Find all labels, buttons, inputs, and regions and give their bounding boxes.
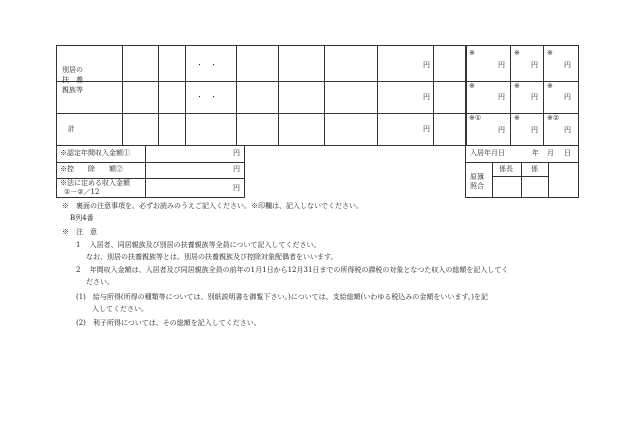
month-label: 月 <box>547 149 554 157</box>
col-divider <box>324 45 325 146</box>
summary-col-divider <box>145 145 146 198</box>
asterisk-mark: ※ <box>547 82 553 90</box>
mark-1: ※① <box>469 114 482 122</box>
total-label: 計 <box>68 125 75 133</box>
legal-income-label-1: ※法に定める収入金額 <box>60 179 130 187</box>
col-divider <box>236 45 237 146</box>
asterisk-mark: ※ <box>514 114 520 122</box>
dependents-label-3: 親族等 <box>62 86 83 94</box>
col-divider <box>122 45 123 146</box>
asterisk-mark: ※ <box>469 82 475 90</box>
yen-unit: 円 <box>564 93 571 101</box>
col-divider <box>185 45 186 146</box>
ledger-label-1: 原簿 <box>470 173 484 181</box>
row-divider <box>56 113 579 114</box>
move-in-date-label: 入居年月日 <box>470 149 505 157</box>
col-divider <box>543 45 544 146</box>
deduction-label: ※控 除 額② <box>60 165 123 173</box>
yen-unit: 円 <box>233 149 240 157</box>
asterisk-mark: ※ <box>514 82 520 90</box>
note-item-1: 1 入居者、同居親族及び別居の扶養親族等全員について記入してください。 <box>76 241 321 249</box>
day-label: 日 <box>564 149 571 157</box>
yen-unit: 円 <box>498 61 505 69</box>
dependents-label-1: 別居の <box>62 66 83 74</box>
yen-unit: 円 <box>531 93 538 101</box>
row-divider <box>56 81 579 82</box>
mark-2: ※② <box>547 114 560 122</box>
asterisk-mark: ※ <box>469 49 475 57</box>
birthdate-dots-1: ・ ・ <box>196 61 217 69</box>
yen-unit-3: 円 <box>423 125 430 133</box>
office-col-divider <box>492 162 493 198</box>
header-note: ※ 裏面の注意事項を、必ずお読みのうえご記入ください。※印欄は、記入しないでください。 <box>62 202 363 210</box>
dependents-label-2: 扶 養 <box>62 76 83 84</box>
yen-unit: 円 <box>531 126 538 134</box>
certified-income-label: ※認定年間収入金額① <box>60 149 130 157</box>
yen-unit-2: 円 <box>423 93 430 101</box>
ledger-label-2: 照合 <box>470 182 484 190</box>
office-row-divider <box>465 162 579 163</box>
yen-unit: 円 <box>531 61 538 69</box>
yen-unit: 円 <box>498 126 505 134</box>
note-item-2-2: (2) 利子所得については、その総額を記入してください。 <box>76 319 261 327</box>
office-col-divider <box>521 162 522 198</box>
yen-unit: 円 <box>498 93 505 101</box>
caution-title: ※ 注 意 <box>62 228 97 236</box>
col-divider-thick <box>465 45 467 146</box>
col-divider <box>158 45 159 146</box>
note-item-2b: ださい。 <box>86 278 114 286</box>
note-item-1b: なお、別居の扶養親族等とは、別居の扶養親族及び控除対象配偶者をいいます。 <box>86 253 338 261</box>
yen-unit: 円 <box>564 61 571 69</box>
col-divider <box>510 45 511 146</box>
chief-label: 係長 <box>499 165 513 173</box>
staff-label: 係 <box>531 165 538 173</box>
col-divider-thick <box>433 45 434 146</box>
office-col-divider <box>548 162 549 198</box>
note-item-2-1: (1) 給与所得(所得の種類等については、別紙説明書を御覧下さい。)については、支給総額(いわゆる税込みの金額をいいます。)を記 <box>76 293 488 301</box>
office-sub-divider <box>492 176 549 177</box>
col-divider <box>377 45 378 146</box>
yen-unit: 円 <box>233 165 240 173</box>
year-label: 年 <box>532 149 539 157</box>
asterisk-mark: ※ <box>547 49 553 57</box>
yen-unit-1: 円 <box>423 61 430 69</box>
paper-size: B列4番 <box>70 214 94 222</box>
note-item-2-1b: 入してください。 <box>92 305 148 313</box>
summary-row-divider <box>56 162 245 163</box>
col-divider <box>278 45 279 146</box>
yen-unit: 円 <box>233 184 240 192</box>
note-item-2: 2 年間収入金額は、入居者及び同居親族全員の前年の1月1日から12月31日までの所得税の課税の対象となつた収入の総額を記入してく <box>76 266 509 274</box>
legal-income-label-2: ①－②／12 <box>64 188 100 196</box>
yen-unit: 円 <box>564 126 571 134</box>
birthdate-dots-2: ・ ・ <box>196 93 217 101</box>
asterisk-mark: ※ <box>514 49 520 57</box>
